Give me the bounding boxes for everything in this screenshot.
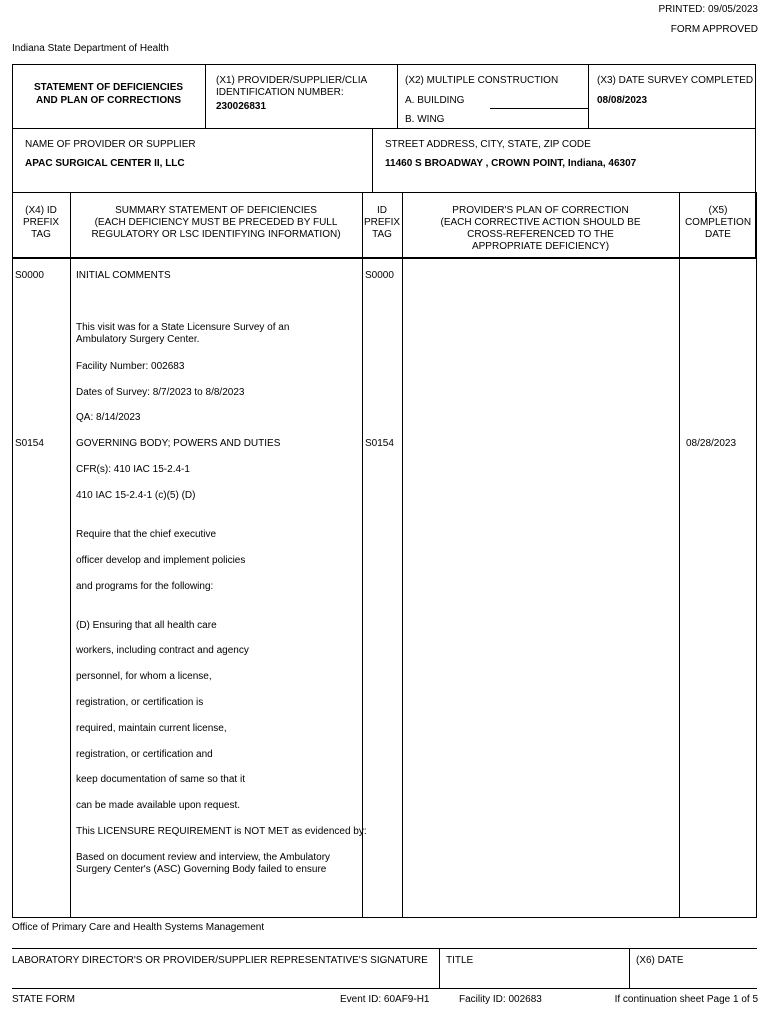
x1-label-line2: IDENTIFICATION NUMBER: <box>216 87 344 98</box>
divider <box>397 64 398 128</box>
visit-line2: Ambulatory Surgery Center. <box>76 334 200 345</box>
divider <box>12 128 756 129</box>
form-approved: FORM APPROVED <box>670 24 758 35</box>
x2-wing: B. WING <box>405 114 445 125</box>
provider-name-label: NAME OF PROVIDER OR SUPPLIER <box>25 139 196 150</box>
x6-date-label: (X6) DATE <box>636 955 684 966</box>
divider <box>362 192 363 918</box>
summary-header-line3: REGULATORY OR LSC IDENTIFYING INFORMATION) <box>91 229 341 240</box>
divider <box>588 64 589 128</box>
form-title-line2: AND PLAN OF CORRECTIONS <box>36 95 181 106</box>
divider <box>205 64 206 128</box>
summary-header-line1: SUMMARY STATEMENT OF DEFICIENCIES <box>115 205 317 216</box>
plan-header-line3: CROSS-REFERENCED TO THE <box>467 229 614 240</box>
divider <box>402 192 403 918</box>
requirement-line2: officer develop and implement policies <box>76 555 246 566</box>
id-header-line3: TAG <box>372 229 392 240</box>
clause-d-line2: workers, including contract and agency <box>76 645 249 656</box>
id-header-line2: PREFIX <box>363 217 401 228</box>
agency-name: Indiana State Department of Health <box>12 43 169 54</box>
x1-label-line1: (X1) PROVIDER/SUPPLIER/CLIA <box>216 75 368 86</box>
clause-d-line1: (D) Ensuring that all health care <box>76 620 217 631</box>
x5-header-line1: (X5) <box>708 205 728 216</box>
tag-s0000-right: S0000 <box>365 270 394 281</box>
dates-of-survey: Dates of Survey: 8/7/2023 to 8/8/2023 <box>76 387 245 398</box>
printed-date: PRINTED: 09/05/2023 <box>658 4 758 15</box>
divider <box>372 128 373 192</box>
divider <box>12 258 757 259</box>
x2-label: (X2) MULTIPLE CONSTRUCTION <box>405 75 559 86</box>
x5-header-line3: DATE <box>705 229 731 240</box>
divider <box>12 948 757 949</box>
qa-date: QA: 8/14/2023 <box>76 412 141 423</box>
state-form-label: STATE FORM <box>12 994 75 1005</box>
x4-header-line3: TAG <box>31 229 51 240</box>
tag-s0154-right: S0154 <box>365 438 394 449</box>
address-value: 11460 S BROADWAY , CROWN POINT, Indiana, 46307 <box>385 158 637 169</box>
summary-header-line2: (EACH DEFICIENCY MUST BE PRECEDED BY FULL <box>94 217 338 228</box>
continuation-sheet: If continuation sheet Page 1 of 5 <box>614 994 758 1005</box>
signature-label: LABORATORY DIRECTOR'S OR PROVIDER/SUPPLIER REPRESENTATIVE'S SIGNATURE <box>12 955 428 966</box>
divider <box>12 988 757 989</box>
completion-date: 08/28/2023 <box>686 438 737 449</box>
divider <box>490 108 588 109</box>
requirement-line1: Require that the chief executive <box>76 529 217 540</box>
cfr-line: CFR(s): 410 IAC 15-2.4-1 <box>76 464 190 475</box>
requirement-not-met: This LICENSURE REQUIREMENT is NOT MET as evidenced by: <box>76 826 367 837</box>
provider-name-value: APAC SURGICAL CENTER II, LLC <box>25 158 185 169</box>
clause-d-line7: keep documentation of same so that it <box>76 774 245 785</box>
tag-s0000: S0000 <box>15 270 44 281</box>
plan-header-line4: APPROPRIATE DEFICIENCY) <box>471 241 610 252</box>
divider <box>70 192 71 918</box>
form-title-line1: STATEMENT OF DEFICIENCIES <box>33 82 184 93</box>
clause-d-line8: can be made available upon request. <box>76 800 241 811</box>
initial-comments: INITIAL COMMENTS <box>76 270 171 281</box>
title-label: TITLE <box>446 955 474 966</box>
clause-d-line4: registration, or certification is <box>76 697 204 708</box>
x3-value: 08/08/2023 <box>597 95 648 106</box>
divider <box>679 192 680 918</box>
requirement-line3: and programs for the following: <box>76 581 214 592</box>
clause-d-line3: personnel, for whom a license, <box>76 671 212 682</box>
x4-header-line1: (X4) ID <box>25 205 57 216</box>
finding-line1: Based on document review and interview, the Ambulatory <box>76 852 331 863</box>
x3-label: (X3) DATE SURVEY COMPLETED <box>597 75 754 86</box>
tag-s0154: S0154 <box>15 438 44 449</box>
clause-d-line6: registration, or certification and <box>76 749 213 760</box>
iac-line: 410 IAC 15-2.4-1 (c)(5) (D) <box>76 490 196 501</box>
visit-line1: This visit was for a State Licensure Survey of an <box>76 322 290 333</box>
id-header-line1: ID <box>377 205 387 216</box>
facility-number: Facility Number: 002683 <box>76 361 185 372</box>
divider <box>629 948 630 988</box>
x1-value: 230026831 <box>216 101 267 112</box>
x4-header-line2: PREFIX <box>22 217 60 228</box>
plan-header-line1: PROVIDER'S PLAN OF CORRECTION <box>452 205 629 216</box>
governing-body-heading: GOVERNING BODY; POWERS AND DUTIES <box>76 438 281 449</box>
event-id: Event ID: 60AF9-H1 <box>340 994 430 1005</box>
plan-header-line2: (EACH CORRECTIVE ACTION SHOULD BE <box>440 217 641 228</box>
office-name: Office of Primary Care and Health Systems Management <box>12 922 265 933</box>
address-label: STREET ADDRESS, CITY, STATE, ZIP CODE <box>385 139 591 150</box>
x5-header-line2: COMPLETION <box>684 217 752 228</box>
x2-building: A. BUILDING <box>405 95 465 106</box>
finding-line2: Surgery Center's (ASC) Governing Body failed to ensure <box>76 864 327 875</box>
divider <box>439 948 440 988</box>
facility-id: Facility ID: 002683 <box>459 994 542 1005</box>
clause-d-line5: required, maintain current license, <box>76 723 227 734</box>
